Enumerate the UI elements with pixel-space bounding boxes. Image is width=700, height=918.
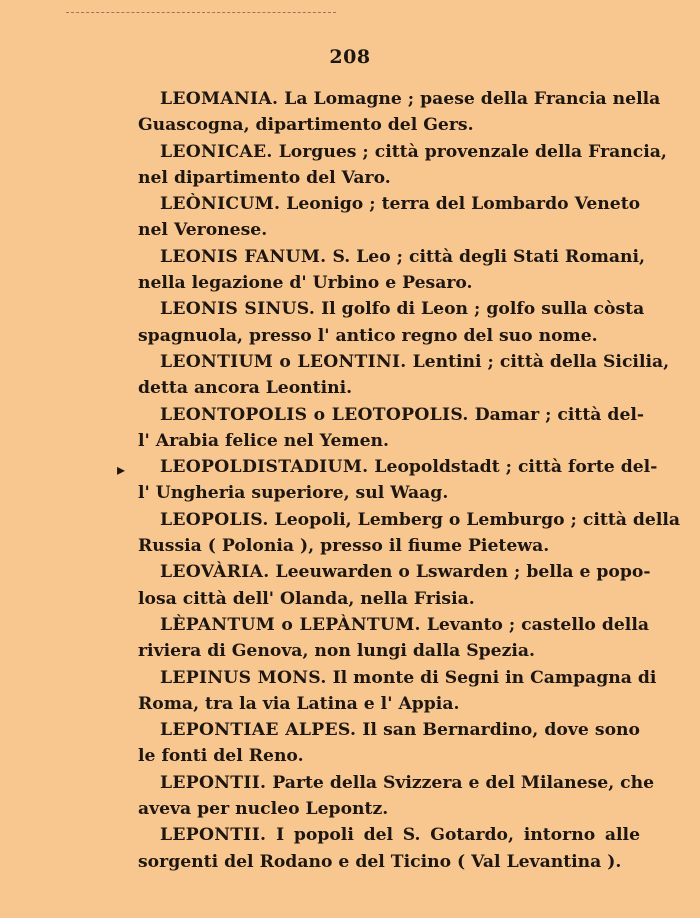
entry bbox=[138, 402, 645, 455]
entry-headword: LÈPANTUM o LEPÀNTUM. bbox=[160, 614, 421, 635]
entry-definition-line: Il san Bernardino, dove sono bbox=[362, 720, 641, 741]
margin-mark: ▸ bbox=[117, 460, 126, 479]
entry-headword: LEPONTII. bbox=[160, 825, 267, 846]
entry-definition-line: nel Veronese. bbox=[138, 220, 268, 241]
entry bbox=[138, 191, 640, 244]
entry-definition-line: Damar ; città del- bbox=[474, 404, 645, 425]
entry bbox=[138, 612, 649, 665]
entry-definition-line: S. Leo ; città degli Stati Romani, bbox=[332, 246, 646, 267]
entry bbox=[138, 717, 640, 770]
entry-headword: LEÒNICUM. bbox=[160, 194, 281, 215]
entry-headword: LEONIS FANUM. bbox=[160, 246, 327, 267]
entry-headword: LEOPOLDISTADIUM. bbox=[160, 457, 369, 478]
entry-definition-line: nel dipartimento del Varo. bbox=[138, 167, 391, 188]
entry-definition-line: Leeuwarden o Lswarden ; bella e popo- bbox=[275, 562, 651, 583]
entry-headword: LEOVÀRIA. bbox=[160, 562, 270, 583]
entry-headword: LEONTOPOLIS o LEOTOPOLIS. bbox=[160, 404, 469, 425]
entry-definition-line: nella legazione d' Urbino e Pesaro. bbox=[138, 273, 473, 294]
entry bbox=[138, 665, 657, 718]
entry-definition-line: Roma, tra la via Latina e l' Appia. bbox=[138, 693, 460, 714]
page-number: 208 bbox=[329, 46, 371, 68]
entry bbox=[138, 559, 651, 612]
entry-definition-line: Russia ( Polonia ), presso il fiume Pietewa. bbox=[138, 536, 550, 557]
entry-definition-line: Leonigo ; terra del Lombardo Veneto bbox=[286, 194, 641, 215]
entry bbox=[138, 822, 640, 875]
entry-definition-line: Leopoldstadt ; città forte del- bbox=[374, 457, 658, 478]
entry bbox=[138, 349, 670, 402]
entry bbox=[138, 507, 681, 560]
entry-definition-line: aveva per nucleo Lepontz. bbox=[138, 799, 389, 820]
entry-headword: LEONICAE. bbox=[160, 141, 273, 162]
entry bbox=[138, 86, 661, 139]
entry-definition-line: losa città dell' Olanda, nella Frisia. bbox=[138, 588, 475, 609]
dictionary-entries bbox=[138, 86, 681, 875]
entry bbox=[138, 770, 655, 823]
entry-definition-line: Parte della Svizzera e del Milanese, che bbox=[272, 772, 655, 793]
entry-definition-line: Levanto ; castello della bbox=[426, 614, 649, 635]
entry-headword: LEONTIUM o LEONTINI. bbox=[160, 351, 407, 372]
top-rule bbox=[66, 12, 336, 13]
entry bbox=[138, 296, 645, 349]
entry-headword: LEPINUS MONS. bbox=[160, 667, 327, 688]
entry-definition-line: l' Arabia felice nel Yemen. bbox=[138, 430, 389, 451]
entry-definition-line: Guascogna, dipartimento del Gers. bbox=[138, 115, 474, 136]
entry-headword: LEOMANIA. bbox=[160, 89, 279, 109]
entry-definition-line: l' Ungheria superiore, sul Waag. bbox=[138, 483, 449, 504]
entry-headword: LEONIS SINUS. bbox=[160, 299, 316, 320]
entry-definition-line: sorgenti del Rodano e del Ticino ( Val Levantina ). bbox=[138, 851, 622, 872]
entry-definition-line: spagnuola, presso l' antico regno del suo nome. bbox=[138, 325, 598, 346]
entry-definition-line: le fonti del Reno. bbox=[138, 746, 304, 767]
entry-definition-line: detta ancora Leontini. bbox=[138, 378, 353, 399]
entry bbox=[138, 139, 667, 192]
entry-headword: LEPONTIAE ALPES. bbox=[160, 720, 357, 741]
entry-definition-line: riviera di Genova, non lungi dalla Spezia. bbox=[138, 641, 536, 662]
entry bbox=[138, 244, 646, 297]
entry bbox=[138, 454, 658, 507]
entry-definition-line: I popoli del S. Gotardo, intorno alle bbox=[276, 825, 640, 846]
entry-definition-line: Lorgues ; città provenzale della Francia, bbox=[278, 141, 667, 162]
entry-definition-line: Lentini ; città della Sicilia, bbox=[412, 351, 670, 372]
entry-definition-line: Leopoli, Lemberg o Lemburgo ; città della bbox=[274, 509, 681, 530]
entry-definition-line: Il monte di Segni in Campagna di bbox=[332, 667, 657, 688]
entry-headword: LEOPOLIS. bbox=[160, 509, 269, 530]
entry-definition-line: Il golfo di Leon ; golfo sulla còsta bbox=[321, 299, 645, 320]
entry-definition-line: La Lomagne ; paese della Francia nella bbox=[284, 89, 661, 109]
entry-headword: LEPONTII. bbox=[160, 772, 267, 793]
